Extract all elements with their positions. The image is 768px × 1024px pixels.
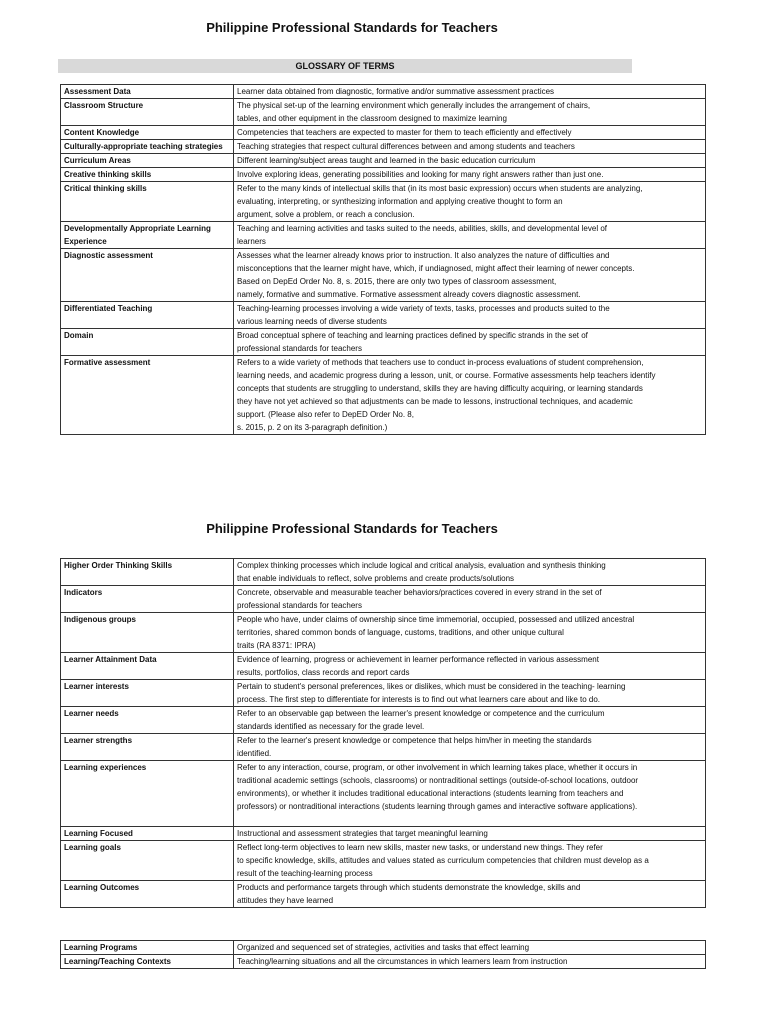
glossary-term: Content Knowledge bbox=[61, 126, 234, 140]
glossary-row bbox=[61, 559, 706, 586]
glossary-definition: Assesses what the learner already knows prior to instruction. It also analyzes the nature of difficulties and misconceptions that the learner might have, which, if undiagnosed, might affect their learning of newer concepts. Based on DepEd Order No. 8, s. 2015, there are only two types of classroom assessment, namely, formative and summative. Formative assessment already covers diagnostic assessment. bbox=[234, 249, 706, 302]
glossary-definition: Teaching and learning activities and tasks suited to the needs, abilities, skills, and developmental level of learners bbox=[234, 222, 706, 249]
glossary-definition: Refer to the many kinds of intellectual skills that (in its most basic expression) occurs when students are analyzing, evaluating, interpreting, or synthesizing information and applying creative thought to form an argument, solve a problem, or reach a conclusion. bbox=[234, 182, 706, 222]
glossary-definition: Complex thinking processes which include logical and critical analysis, evaluation and synthesis thinking that enable individuals to reflect, solve problems and create products/solutions bbox=[234, 559, 706, 586]
glossary-term: Learner strengths bbox=[61, 734, 234, 761]
glossary-definition: Concrete, observable and measurable teacher behaviors/practices covered in every strand in the set of professional standards for teachers bbox=[234, 586, 706, 613]
glossary-row bbox=[61, 168, 706, 182]
glossary-term: Culturally-appropriate teaching strategies bbox=[61, 140, 234, 154]
glossary-definition: Refers to a wide variety of methods that teachers use to conduct in-process evaluations of student comprehension, learning needs, and academic progress during a lesson, unit, or course. Formative assessments help teachers identify concepts that students are struggling to understand, skills they are having difficulty acquiring, or learning standards they have not yet achieved so that adjustments can be made to lessons, instructional techniques, and academic support. (Please also refer to DepED Order No. 8, s. 2015, p. 2 on its 3-paragraph definition.) bbox=[234, 356, 706, 435]
glossary-definition: Products and performance targets through which students demonstrate the knowledge, skills and attitudes they have learned bbox=[234, 881, 706, 908]
glossary-row bbox=[61, 613, 706, 653]
glossary-heading: GLOSSARY OF TERMS bbox=[58, 59, 632, 73]
page-title-2: Philippine Professional Standards for Teachers bbox=[206, 521, 498, 536]
glossary-term: Classroom Structure bbox=[61, 99, 234, 126]
glossary-row bbox=[61, 99, 706, 126]
glossary-term: Learner interests bbox=[61, 680, 234, 707]
page-title: Philippine Professional Standards for Teachers bbox=[206, 20, 498, 35]
glossary-row bbox=[61, 222, 706, 249]
glossary-definition: Refer to an observable gap between the learner's present knowledge or competence and the curriculum standards identified as necessary for the grade level. bbox=[234, 707, 706, 734]
glossary-row bbox=[61, 707, 706, 734]
glossary-term: Learning/Teaching Contexts bbox=[61, 955, 234, 969]
glossary-definition: Teaching-learning processes involving a wide variety of texts, tasks, processes and products suited to the various learning needs of diverse students bbox=[234, 302, 706, 329]
glossary-definition: Involve exploring ideas, generating possibilities and looking for many right answers rather than just one. bbox=[234, 168, 706, 182]
glossary-definition: Evidence of learning, progress or achievement in learner performance reflected in various assessment results, portfolios, class records and report cards bbox=[234, 653, 706, 680]
glossary-row bbox=[61, 680, 706, 707]
glossary-definition: Teaching strategies that respect cultural differences between and among students and teachers bbox=[234, 140, 706, 154]
glossary-row bbox=[61, 761, 706, 827]
glossary-row bbox=[61, 653, 706, 680]
glossary-term: Learning Outcomes bbox=[61, 881, 234, 908]
glossary-term: Learning Programs bbox=[61, 941, 234, 955]
glossary-definition: Competencies that teachers are expected to master for them to teach efficiently and effectively bbox=[234, 126, 706, 140]
glossary-definition: Instructional and assessment strategies that target meaningful learning bbox=[234, 827, 706, 841]
glossary-term: Indicators bbox=[61, 586, 234, 613]
glossary-row bbox=[61, 827, 706, 841]
glossary-term: Domain bbox=[61, 329, 234, 356]
glossary-table-1 bbox=[60, 84, 706, 435]
glossary-definition: Refer to any interaction, course, program, or other involvement in which learning takes place, whether it occurs in traditional academic settings (schools, classrooms) or nontraditional settings (outside-of-school locations, outdoor environments), or whether it includes traditional educational interactions (students learning from teachers and professors) or nontraditional interactions (students learning through games and interactive software applications). bbox=[234, 761, 706, 827]
glossary-term: Curriculum Areas bbox=[61, 154, 234, 168]
glossary-row bbox=[61, 140, 706, 154]
glossary-definition: People who have, under claims of ownership since time immemorial, occupied, possessed and utilized ancestral territories, shared common bonds of language, customs, traditions, and other unique cultural traits (RA 8371: IPRA) bbox=[234, 613, 706, 653]
glossary-row bbox=[61, 734, 706, 761]
glossary-row bbox=[61, 85, 706, 99]
glossary-definition: Different learning/subject areas taught and learned in the basic education curriculum bbox=[234, 154, 706, 168]
glossary-row bbox=[61, 182, 706, 222]
glossary-row bbox=[61, 302, 706, 329]
glossary-term: Learner Attainment Data bbox=[61, 653, 234, 680]
glossary-definition: Broad conceptual sphere of teaching and learning practices defined by specific strands in the set of professional standards for teachers bbox=[234, 329, 706, 356]
glossary-term: Differentiated Teaching bbox=[61, 302, 234, 329]
glossary-term: Higher Order Thinking Skills bbox=[61, 559, 234, 586]
glossary-term: Diagnostic assessment bbox=[61, 249, 234, 302]
glossary-term: Creative thinking skills bbox=[61, 168, 234, 182]
glossary-definition: Teaching/learning situations and all the circumstances in which learners learn from instruction bbox=[234, 955, 706, 969]
glossary-row bbox=[61, 586, 706, 613]
glossary-term: Learning Focused bbox=[61, 827, 234, 841]
glossary-row bbox=[61, 249, 706, 302]
glossary-definition: Organized and sequenced set of strategies, activities and tasks that effect learning bbox=[234, 941, 706, 955]
glossary-row bbox=[61, 126, 706, 140]
glossary-term: Assessment Data bbox=[61, 85, 234, 99]
glossary-definition: The physical set-up of the learning environment which generally includes the arrangement of chairs, tables, and other equipment in the classroom designed to maximize learning bbox=[234, 99, 706, 126]
glossary-row bbox=[61, 941, 706, 955]
glossary-row bbox=[61, 841, 706, 881]
glossary-definition: Pertain to student's personal preferences, likes or dislikes, which must be considered in the teaching- learning process. The first step to differentiate for interests is to find out what learners care about and like to do. bbox=[234, 680, 706, 707]
glossary-row bbox=[61, 955, 706, 969]
glossary-definition: Reflect long-term objectives to learn new skills, master new tasks, or understand new things. They refer to specific knowledge, skills, attitudes and values stated as curriculum competencies that children must develop as a result of the teaching-learning process bbox=[234, 841, 706, 881]
glossary-term: Learning goals bbox=[61, 841, 234, 881]
glossary-row bbox=[61, 154, 706, 168]
glossary-term: Indigenous groups bbox=[61, 613, 234, 653]
glossary-definition: Learner data obtained from diagnostic, formative and/or summative assessment practices bbox=[234, 85, 706, 99]
glossary-term: Developmentally Appropriate Learning Experience bbox=[61, 222, 234, 249]
glossary-row bbox=[61, 881, 706, 908]
glossary-definition: Refer to the learner's present knowledge or competence that helps him/her in meeting the standards identified. bbox=[234, 734, 706, 761]
glossary-table-3 bbox=[60, 940, 706, 969]
glossary-term: Learner needs bbox=[61, 707, 234, 734]
glossary-row bbox=[61, 356, 706, 435]
glossary-term: Critical thinking skills bbox=[61, 182, 234, 222]
glossary-row bbox=[61, 329, 706, 356]
glossary-term: Learning experiences bbox=[61, 761, 234, 827]
glossary-term: Formative assessment bbox=[61, 356, 234, 435]
glossary-table-2 bbox=[60, 558, 706, 908]
